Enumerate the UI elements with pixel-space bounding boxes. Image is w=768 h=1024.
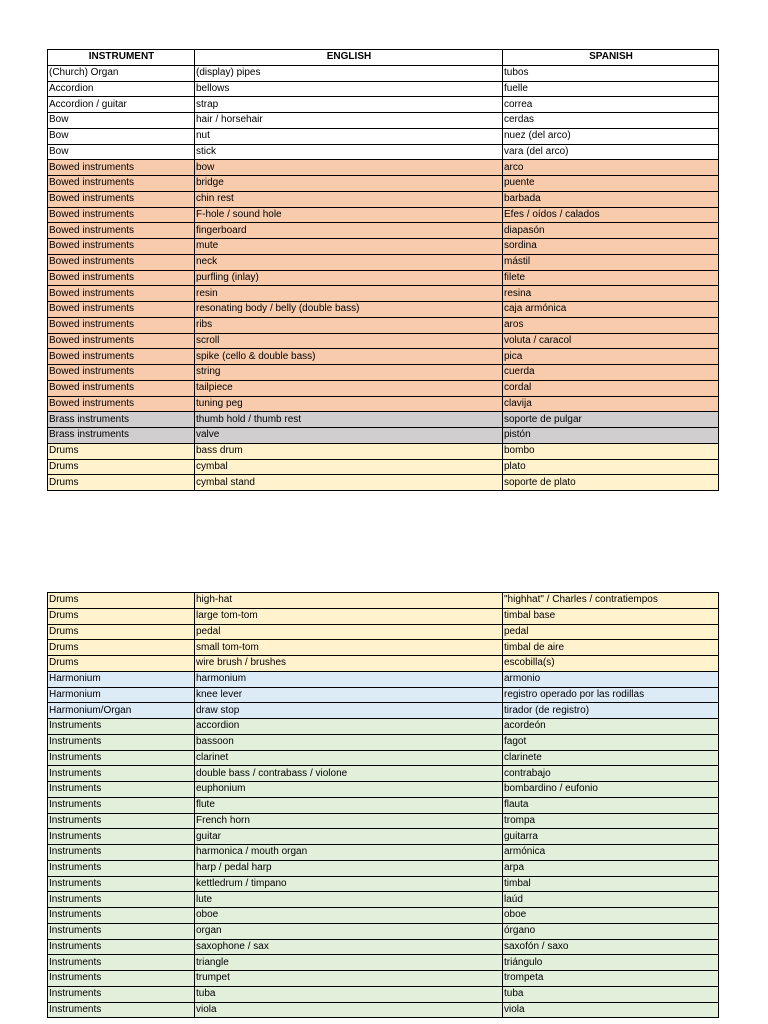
cell-english: small tom-tom bbox=[195, 640, 503, 656]
cell-spanish: saxofón / saxo bbox=[503, 939, 719, 955]
cell-spanish: cordal bbox=[503, 380, 719, 396]
table-row bbox=[48, 687, 719, 703]
cell-instrument: Bowed instruments bbox=[48, 191, 195, 207]
table-row bbox=[48, 128, 719, 144]
cell-english: stick bbox=[195, 144, 503, 160]
cell-spanish: cerdas bbox=[503, 113, 719, 129]
cell-english: tuning peg bbox=[195, 396, 503, 412]
table-row bbox=[48, 813, 719, 829]
table-row bbox=[48, 223, 719, 239]
cell-english: spike (cello & double bass) bbox=[195, 349, 503, 365]
cell-instrument: Bowed instruments bbox=[48, 207, 195, 223]
table-row bbox=[48, 97, 719, 113]
cell-instrument: Bowed instruments bbox=[48, 317, 195, 333]
cell-instrument: Instruments bbox=[48, 908, 195, 924]
cell-english: nut bbox=[195, 128, 503, 144]
cell-instrument: (Church) Organ bbox=[48, 65, 195, 81]
cell-spanish: vara (del arco) bbox=[503, 144, 719, 160]
cell-instrument: Bowed instruments bbox=[48, 176, 195, 192]
cell-spanish: tubos bbox=[503, 65, 719, 81]
cell-english: cymbal stand bbox=[195, 475, 503, 491]
cell-instrument: Harmonium bbox=[48, 671, 195, 687]
cell-instrument: Bowed instruments bbox=[48, 380, 195, 396]
table-row bbox=[48, 317, 719, 333]
cell-instrument: Instruments bbox=[48, 845, 195, 861]
table-row bbox=[48, 908, 719, 924]
cell-instrument: Instruments bbox=[48, 750, 195, 766]
cell-english: pedal bbox=[195, 624, 503, 640]
cell-spanish: sordina bbox=[503, 239, 719, 255]
cell-spanish: pedal bbox=[503, 624, 719, 640]
cell-spanish: trompa bbox=[503, 813, 719, 829]
cell-spanish: diapasón bbox=[503, 223, 719, 239]
cell-english: fingerboard bbox=[195, 223, 503, 239]
cell-english: harp / pedal harp bbox=[195, 860, 503, 876]
cell-spanish: aros bbox=[503, 317, 719, 333]
cell-english: bridge bbox=[195, 176, 503, 192]
cell-english: clarinet bbox=[195, 750, 503, 766]
cell-instrument: Brass instruments bbox=[48, 412, 195, 428]
cell-english: knee lever bbox=[195, 687, 503, 703]
header-english: ENGLISH bbox=[195, 50, 503, 66]
header-spanish: SPANISH bbox=[503, 50, 719, 66]
cell-instrument: Instruments bbox=[48, 860, 195, 876]
header-instrument: INSTRUMENT bbox=[48, 50, 195, 66]
table-row bbox=[48, 160, 719, 176]
cell-spanish: clavija bbox=[503, 396, 719, 412]
cell-english: trumpet bbox=[195, 971, 503, 987]
cell-instrument: Instruments bbox=[48, 876, 195, 892]
table-row bbox=[48, 380, 719, 396]
table-row bbox=[48, 971, 719, 987]
table-row bbox=[48, 81, 719, 97]
cell-instrument: Bowed instruments bbox=[48, 160, 195, 176]
cell-spanish: triángulo bbox=[503, 955, 719, 971]
cell-instrument: Bowed instruments bbox=[48, 270, 195, 286]
cell-english: tailpiece bbox=[195, 380, 503, 396]
table-row bbox=[48, 734, 719, 750]
cell-instrument: Instruments bbox=[48, 766, 195, 782]
glossary-body-bottom bbox=[48, 593, 719, 1018]
table-row bbox=[48, 671, 719, 687]
cell-spanish: fuelle bbox=[503, 81, 719, 97]
cell-instrument: Drums bbox=[48, 640, 195, 656]
cell-english: tuba bbox=[195, 986, 503, 1002]
table-row bbox=[48, 797, 719, 813]
cell-spanish: pica bbox=[503, 349, 719, 365]
cell-instrument: Bow bbox=[48, 113, 195, 129]
table-row bbox=[48, 144, 719, 160]
cell-instrument: Bowed instruments bbox=[48, 365, 195, 381]
cell-english: hair / horsehair bbox=[195, 113, 503, 129]
cell-instrument: Bow bbox=[48, 144, 195, 160]
cell-spanish: laúd bbox=[503, 892, 719, 908]
cell-instrument: Harmonium/Organ bbox=[48, 703, 195, 719]
cell-english: flute bbox=[195, 797, 503, 813]
cell-spanish: puente bbox=[503, 176, 719, 192]
table-row bbox=[48, 656, 719, 672]
table-row bbox=[48, 1002, 719, 1018]
cell-instrument: Instruments bbox=[48, 1002, 195, 1018]
cell-english: viola bbox=[195, 1002, 503, 1018]
cell-spanish: trompeta bbox=[503, 971, 719, 987]
cell-instrument: Instruments bbox=[48, 986, 195, 1002]
table-row bbox=[48, 302, 719, 318]
table-row bbox=[48, 286, 719, 302]
cell-spanish: timbal bbox=[503, 876, 719, 892]
cell-instrument: Bowed instruments bbox=[48, 302, 195, 318]
table-row bbox=[48, 333, 719, 349]
cell-instrument: Bow bbox=[48, 128, 195, 144]
table-row bbox=[48, 254, 719, 270]
cell-spanish: arpa bbox=[503, 860, 719, 876]
cell-english: guitar bbox=[195, 829, 503, 845]
table-row bbox=[48, 270, 719, 286]
cell-spanish: órgano bbox=[503, 923, 719, 939]
cell-english: bellows bbox=[195, 81, 503, 97]
cell-spanish: filete bbox=[503, 270, 719, 286]
cell-instrument: Bowed instruments bbox=[48, 223, 195, 239]
cell-english: saxophone / sax bbox=[195, 939, 503, 955]
cell-spanish: "highhat" / Charles / contratiempos bbox=[503, 593, 719, 609]
cell-instrument: Instruments bbox=[48, 892, 195, 908]
cell-spanish: registro operado por las rodillas bbox=[503, 687, 719, 703]
cell-english: purfling (inlay) bbox=[195, 270, 503, 286]
cell-english: mute bbox=[195, 239, 503, 255]
table-row bbox=[48, 349, 719, 365]
cell-instrument: Bowed instruments bbox=[48, 349, 195, 365]
table-row bbox=[48, 412, 719, 428]
cell-english: ribs bbox=[195, 317, 503, 333]
table-row bbox=[48, 782, 719, 798]
table-row bbox=[48, 703, 719, 719]
cell-spanish: viola bbox=[503, 1002, 719, 1018]
cell-instrument: Drums bbox=[48, 475, 195, 491]
cell-instrument: Instruments bbox=[48, 719, 195, 735]
cell-instrument: Drums bbox=[48, 459, 195, 475]
cell-instrument: Bowed instruments bbox=[48, 286, 195, 302]
cell-spanish: arco bbox=[503, 160, 719, 176]
cell-english: F-hole / sound hole bbox=[195, 207, 503, 223]
cell-instrument: Brass instruments bbox=[48, 428, 195, 444]
cell-spanish: voluta / caracol bbox=[503, 333, 719, 349]
cell-english: resonating body / belly (double bass) bbox=[195, 302, 503, 318]
cell-instrument: Drums bbox=[48, 624, 195, 640]
cell-spanish: timbal base bbox=[503, 608, 719, 624]
cell-instrument: Accordion / guitar bbox=[48, 97, 195, 113]
cell-english: French horn bbox=[195, 813, 503, 829]
table-row bbox=[48, 719, 719, 735]
table-row bbox=[48, 876, 719, 892]
cell-english: neck bbox=[195, 254, 503, 270]
cell-spanish: timbal de aire bbox=[503, 640, 719, 656]
cell-english: string bbox=[195, 365, 503, 381]
table-row bbox=[48, 923, 719, 939]
cell-english: high-hat bbox=[195, 593, 503, 609]
cell-spanish: armonio bbox=[503, 671, 719, 687]
cell-spanish: oboe bbox=[503, 908, 719, 924]
cell-english: euphonium bbox=[195, 782, 503, 798]
table-row bbox=[48, 459, 719, 475]
glossary-table-top bbox=[47, 49, 719, 491]
cell-english: valve bbox=[195, 428, 503, 444]
cell-spanish: cuerda bbox=[503, 365, 719, 381]
cell-spanish: correa bbox=[503, 97, 719, 113]
cell-spanish: clarinete bbox=[503, 750, 719, 766]
cell-spanish: mástil bbox=[503, 254, 719, 270]
cell-spanish: bombardino / eufonio bbox=[503, 782, 719, 798]
header-row bbox=[48, 50, 719, 66]
cell-instrument: Bowed instruments bbox=[48, 333, 195, 349]
cell-english: harmonium bbox=[195, 671, 503, 687]
table-row bbox=[48, 428, 719, 444]
cell-spanish: acordeón bbox=[503, 719, 719, 735]
cell-english: scroll bbox=[195, 333, 503, 349]
cell-instrument: Harmonium bbox=[48, 687, 195, 703]
table-row bbox=[48, 624, 719, 640]
cell-spanish: fagot bbox=[503, 734, 719, 750]
cell-instrument: Drums bbox=[48, 593, 195, 609]
cell-instrument: Bowed instruments bbox=[48, 254, 195, 270]
cell-english: resin bbox=[195, 286, 503, 302]
cell-instrument: Accordion bbox=[48, 81, 195, 97]
table-row bbox=[48, 750, 719, 766]
table-row bbox=[48, 191, 719, 207]
cell-instrument: Drums bbox=[48, 443, 195, 459]
cell-spanish: escobilla(s) bbox=[503, 656, 719, 672]
cell-instrument: Instruments bbox=[48, 923, 195, 939]
cell-spanish: resina bbox=[503, 286, 719, 302]
cell-instrument: Instruments bbox=[48, 829, 195, 845]
cell-english: oboe bbox=[195, 908, 503, 924]
cell-english: strap bbox=[195, 97, 503, 113]
cell-instrument: Drums bbox=[48, 608, 195, 624]
cell-english: lute bbox=[195, 892, 503, 908]
cell-english: kettledrum / timpano bbox=[195, 876, 503, 892]
table-row bbox=[48, 593, 719, 609]
cell-instrument: Instruments bbox=[48, 939, 195, 955]
cell-english: triangle bbox=[195, 955, 503, 971]
cell-instrument: Instruments bbox=[48, 782, 195, 798]
table-row bbox=[48, 443, 719, 459]
table-row bbox=[48, 640, 719, 656]
cell-english: accordion bbox=[195, 719, 503, 735]
table-row bbox=[48, 845, 719, 861]
cell-english: bass drum bbox=[195, 443, 503, 459]
table-row bbox=[48, 396, 719, 412]
cell-spanish: Efes / oídos / calados bbox=[503, 207, 719, 223]
cell-spanish: plato bbox=[503, 459, 719, 475]
cell-english: draw stop bbox=[195, 703, 503, 719]
cell-spanish: flauta bbox=[503, 797, 719, 813]
table-row bbox=[48, 239, 719, 255]
glossary-table-bottom bbox=[47, 592, 719, 1018]
cell-instrument: Instruments bbox=[48, 813, 195, 829]
cell-english: (display) pipes bbox=[195, 65, 503, 81]
cell-instrument: Instruments bbox=[48, 734, 195, 750]
cell-spanish: caja armónica bbox=[503, 302, 719, 318]
cell-spanish: pistón bbox=[503, 428, 719, 444]
table-row bbox=[48, 207, 719, 223]
cell-english: large tom-tom bbox=[195, 608, 503, 624]
table-row bbox=[48, 65, 719, 81]
table-row bbox=[48, 939, 719, 955]
cell-instrument: Drums bbox=[48, 656, 195, 672]
cell-instrument: Bowed instruments bbox=[48, 239, 195, 255]
glossary-body-top bbox=[48, 65, 719, 490]
cell-spanish: armónica bbox=[503, 845, 719, 861]
table-row bbox=[48, 766, 719, 782]
cell-spanish: tirador (de registro) bbox=[503, 703, 719, 719]
cell-spanish: bombo bbox=[503, 443, 719, 459]
table-row bbox=[48, 829, 719, 845]
cell-english: wire brush / brushes bbox=[195, 656, 503, 672]
table-row bbox=[48, 955, 719, 971]
cell-spanish: tuba bbox=[503, 986, 719, 1002]
cell-english: thumb hold / thumb rest bbox=[195, 412, 503, 428]
cell-english: cymbal bbox=[195, 459, 503, 475]
cell-english: double bass / contrabass / violone bbox=[195, 766, 503, 782]
table-row bbox=[48, 365, 719, 381]
cell-instrument: Instruments bbox=[48, 955, 195, 971]
table-row bbox=[48, 113, 719, 129]
table-row bbox=[48, 475, 719, 491]
cell-spanish: guitarra bbox=[503, 829, 719, 845]
cell-spanish: nuez (del arco) bbox=[503, 128, 719, 144]
table-row bbox=[48, 608, 719, 624]
table-row bbox=[48, 176, 719, 192]
table-row bbox=[48, 892, 719, 908]
cell-spanish: soporte de plato bbox=[503, 475, 719, 491]
cell-spanish: contrabajo bbox=[503, 766, 719, 782]
cell-english: bow bbox=[195, 160, 503, 176]
table-row bbox=[48, 860, 719, 876]
cell-spanish: soporte de pulgar bbox=[503, 412, 719, 428]
cell-english: organ bbox=[195, 923, 503, 939]
cell-instrument: Instruments bbox=[48, 971, 195, 987]
cell-spanish: barbada bbox=[503, 191, 719, 207]
table-row bbox=[48, 986, 719, 1002]
cell-english: harmonica / mouth organ bbox=[195, 845, 503, 861]
cell-english: chin rest bbox=[195, 191, 503, 207]
cell-instrument: Bowed instruments bbox=[48, 396, 195, 412]
cell-instrument: Instruments bbox=[48, 797, 195, 813]
cell-english: bassoon bbox=[195, 734, 503, 750]
